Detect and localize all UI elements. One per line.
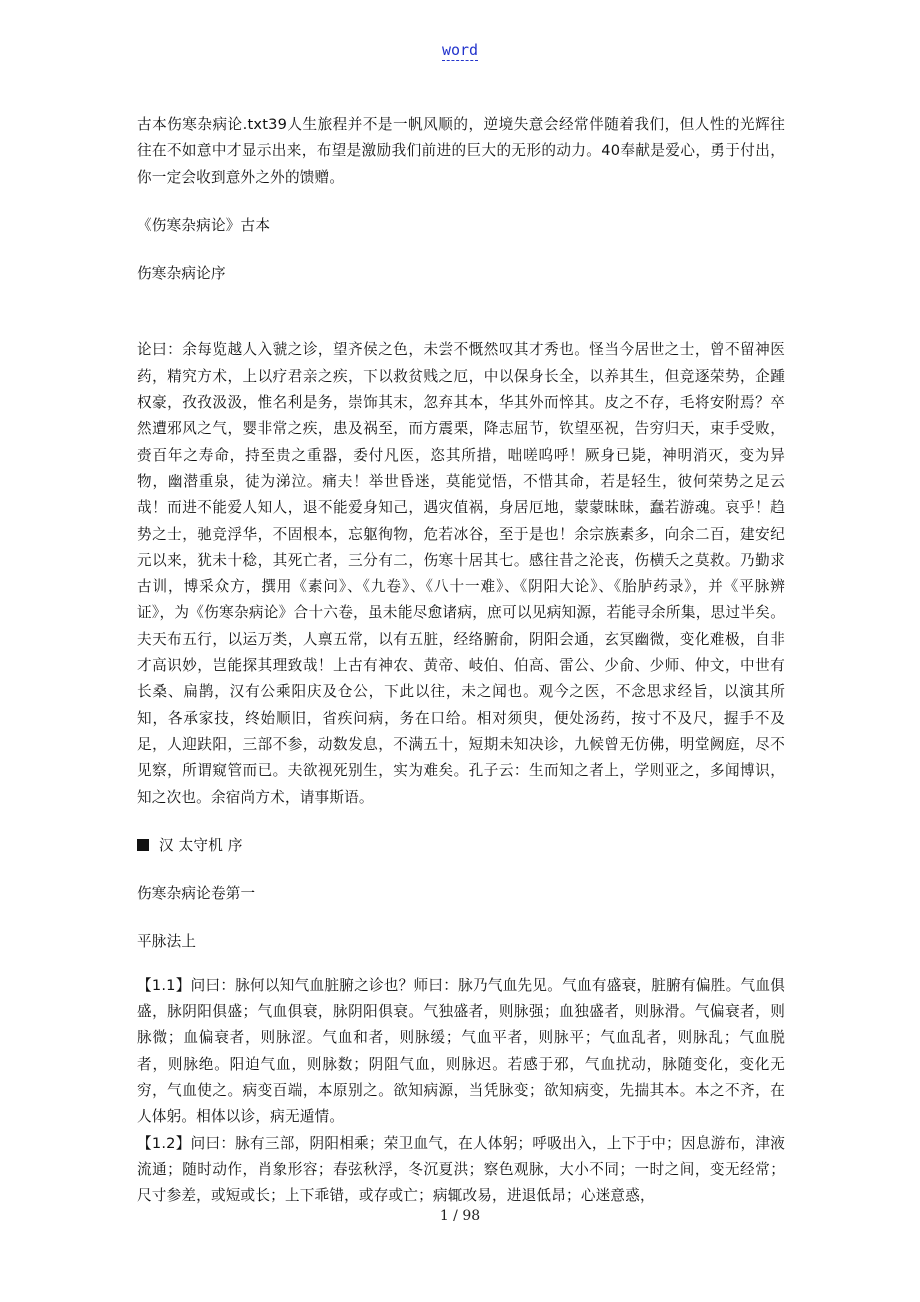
paragraph-1-1: 【1.1】问曰：脉何以知气血脏腑之诊也？师曰：脉乃气血先见。气血有盛衰，脏腑有偏胜。气血俱盛，脉阴阳俱盛；气血俱衰，脉阴阳俱衰。气独盛者，则脉强；血独盛者，则脉滑。气偏衰者，则脉微；血偏衰者，则脉涩。气血和者，则脉缓；气血平者，则脉平；气血乱者，则脉乱；气血脱者，则脉绝。阳迫气血，则脉数；阴阻气血，则脉迟。若感于邪，气血扰动，脉随变化，变化无穷，气血使之。病变百端，本原别之。欲知病源，当凭脉变；欲知病变，先揣其本。本之不齐，在人体躬。相体以诊，病无遁情。 <box>137 976 785 1126</box>
paragraph-1-2: 【1.2】问曰：脉有三部，阴阳相乘；荣卫血气，在人体躬；呼吸出入，上下于中；因息游布，津液流通；随时动作，肖象形容；春弦秋浮，冬沉夏洪；察色观脉，大小不同；一时之间，变无经常；尺寸参差，或短或长；上下乖错，或存或亡；病辄改易，进退低昂；心迷意惑， <box>137 1134 785 1205</box>
preface-title: 伤寒杂病论序 <box>137 265 226 283</box>
document-body <box>137 112 785 1209</box>
page-number: 1 / 98 <box>439 1208 481 1224</box>
black-square-icon <box>137 839 149 851</box>
preface-paragraph: 论曰：余每览越人入虢之诊，望齐侯之色，未尝不慨然叹其才秀也。怪当今居世之士，曾不留神医药，精究方术，上以疗君亲之疾，下以救贫贱之厄，中以保身长全，以养其生，但竞逐荣势，企踵权豪，孜孜汲汲，惟名利是务，崇饰其末，忽弃其本，华其外而悴其。皮之不存，毛将安附焉？卒然遭邪风之气，婴非常之疾，患及祸至，而方震栗，降志屈节，钦望巫祝，告穷归天，束手受败，赍百年之寿命，持至贵之重器，委付凡医，恣其所措，咄嗟呜呼！厥身已毙，神明消灭，变为异物，幽潜重泉，徒为涕泣。痛夫！举世昏迷，莫能觉悟，不惜其命，若是轻生，彼何荣势之足云哉！而进不能爱人知人，退不能爱身知己，遇灾值祸，身居厄地，蒙蒙昧昧，蠢若游魂。哀乎！趋势之士，驰竞浮华，不固根本，忘躯徇物，危若冰谷，至于是也！余宗族素多，向余二百，建安纪元以来，犹未十稔，其死亡者，三分有二，伤寒十居其七。感往昔之沦丧，伤横夭之莫救。乃勤求古训，博采众方，撰用《素问》、《九卷》、《八十一难》、《阴阳大论》、《胎胪药录》，并《平脉辨证》，为《伤寒杂病论》合十六卷，虽未能尽愈诸病，庶可以见病知源，若能寻余所集，思过半矣。夫天布五行，以运万类，人禀五常，以有五脏，经络腑俞，阴阳会通，玄冥幽微，变化难极，自非才高识妙，岂能探其理致哉！上古有神农、黄帝、岐伯、伯高、雷公、少俞、少师、仲文，中世有长桑、扁鹊，汉有公乘阳庆及仓公，下此以往，未之闻也。观今之医，不念思求经旨，以演其所知，各承家技，终始顺旧，省疾问病，务在口给。相对须臾，便处汤药，按寸不及尺，握手不及足，人迎趺阳，三部不参，动数发息，不满五十，短期未知决诊，九候曾无仿佛，明堂阙庭，尽不见察，所谓窥管而已。夫欲视死别生，实为难矣。孔子云：生而知之者上，学则亚之，多闻博识，知之次也。余宿尚方术，请事斯语。 <box>137 341 785 806</box>
signature-text: 汉 太守机 序 <box>159 836 243 854</box>
signature-line <box>137 833 785 859</box>
section-title: 平脉法上 <box>137 933 197 951</box>
header-word-link[interactable]: word <box>441 41 479 59</box>
volume-title: 伤寒杂病论卷第一 <box>137 885 256 903</box>
book-title: 《伤寒杂病论》古本 <box>137 216 271 234</box>
intro-paragraph: 古本伤寒杂病论.txt39人生旅程并不是一帆风顺的，逆境失意会经常伴随着我们，但人性的光辉往往在不如意中才显示出来，布望是激励我们前进的巨大的无形的动力。40奉献是爱心，勇于付出，你一定会收到意外之外的馈赠。 <box>137 116 785 186</box>
page-header <box>0 40 920 59</box>
